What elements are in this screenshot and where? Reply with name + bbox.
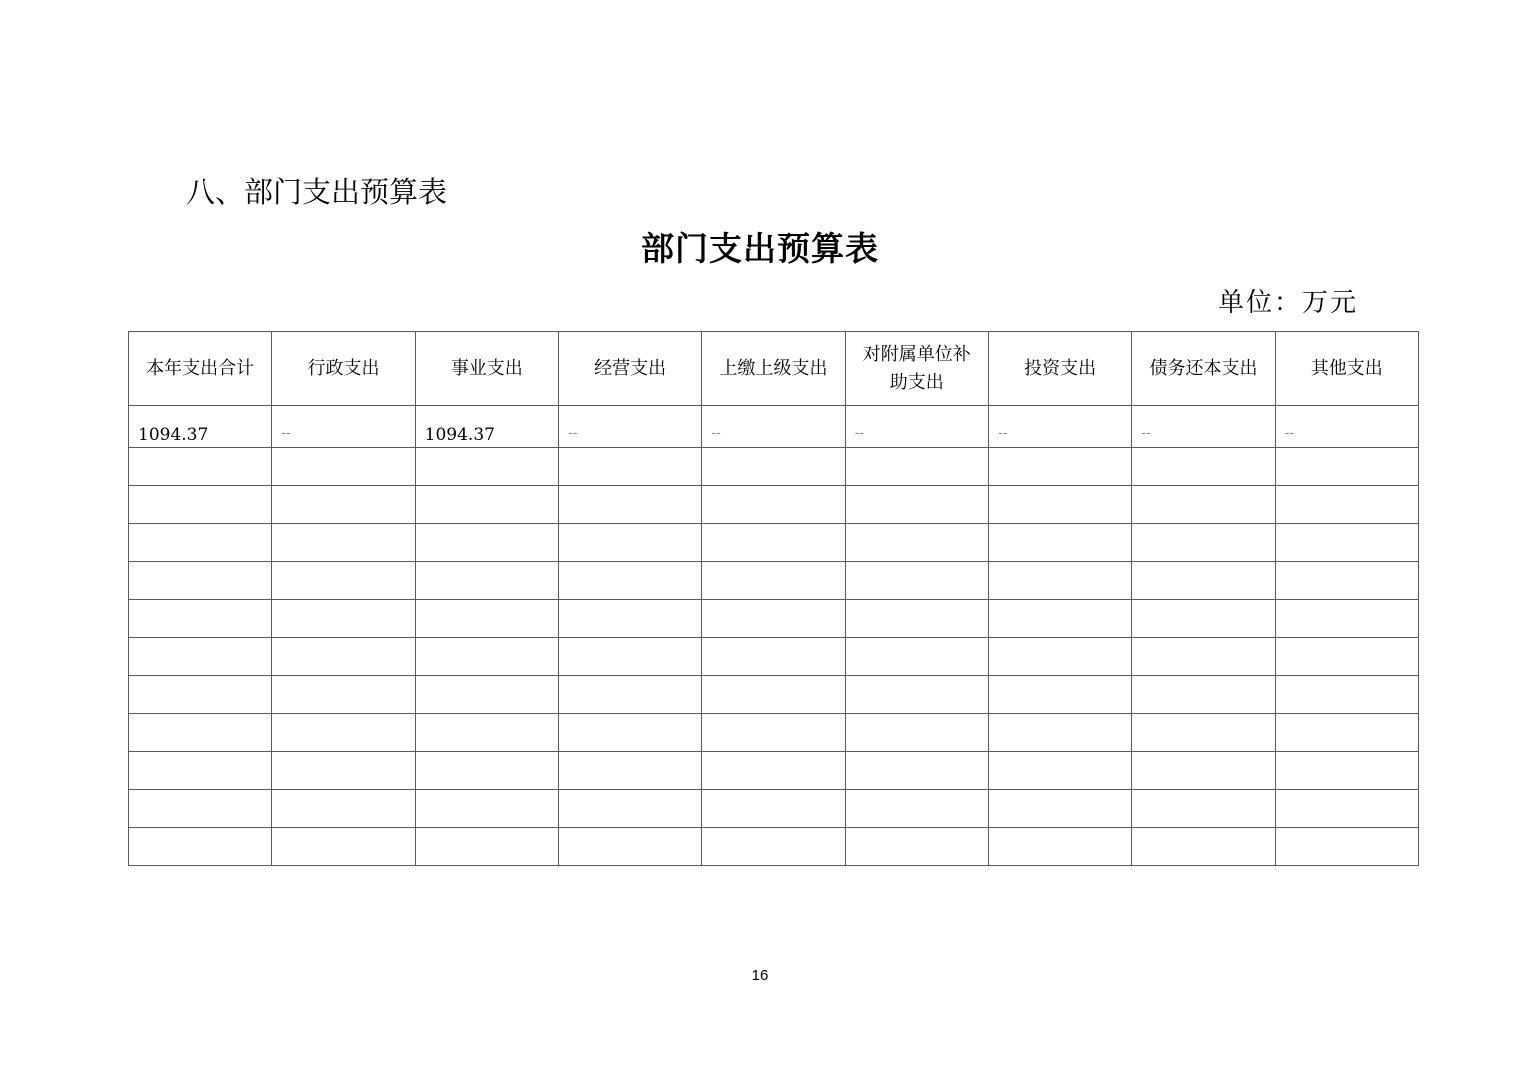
table-cell: [1132, 486, 1275, 524]
table-cell: [558, 524, 701, 562]
table-cell: [1275, 448, 1418, 486]
table-row: [129, 524, 1419, 562]
header-label: 投资支出: [1024, 357, 1097, 379]
table-cell: [129, 638, 272, 676]
table-cell: [415, 638, 558, 676]
table-cell: [272, 752, 415, 790]
table-cell: [415, 714, 558, 752]
header-label: 对附属单位补助支出: [862, 343, 971, 393]
table-row: [129, 448, 1419, 486]
header-cell: [272, 332, 415, 406]
table-cell: [845, 600, 988, 638]
table-cell: [988, 790, 1131, 828]
table-cell: [558, 790, 701, 828]
header-label: 行政支出: [307, 357, 380, 379]
table-cell: [1132, 638, 1275, 676]
table-cell: [272, 714, 415, 752]
table-cell: [702, 524, 845, 562]
table-cell: [272, 486, 415, 524]
table-cell: [415, 486, 558, 524]
table-cell: [702, 562, 845, 600]
page-number: 16: [751, 967, 769, 984]
table-cell: [558, 828, 701, 866]
table-cell: [558, 676, 701, 714]
table-cell: [1132, 790, 1275, 828]
table-cell: [558, 752, 701, 790]
header-label: 其他支出: [1310, 357, 1383, 379]
table-cell: [702, 676, 845, 714]
table-cell: --: [558, 406, 701, 448]
header-cell: [129, 332, 272, 406]
table-cell: [845, 752, 988, 790]
table-row: [129, 562, 1419, 600]
table-cell: [558, 714, 701, 752]
table-cell: [558, 562, 701, 600]
header-label: 债务还本支出: [1149, 357, 1258, 379]
table-cell: [558, 600, 701, 638]
table-cell: [415, 676, 558, 714]
table-row: [129, 714, 1419, 752]
unit-label: 单位：万元: [1217, 288, 1358, 318]
table-row: [129, 676, 1419, 714]
table-header: [129, 332, 1419, 406]
page-title: 部门支出预算表: [641, 229, 879, 268]
table-cell: [845, 676, 988, 714]
table-cell: [129, 828, 272, 866]
header-cell: [415, 332, 558, 406]
header-cell: [1132, 332, 1275, 406]
table-cell: [272, 676, 415, 714]
table-cell: [129, 600, 272, 638]
table-cell: [415, 448, 558, 486]
table-row: [129, 828, 1419, 866]
table-row: [129, 790, 1419, 828]
table-cell: [129, 486, 272, 524]
table-cell: --: [845, 406, 988, 448]
section-heading: 八、部门支出预算表: [186, 175, 448, 209]
table-cell: [702, 638, 845, 676]
header-cell: [988, 332, 1131, 406]
table-cell: [845, 448, 988, 486]
table-cell: [845, 524, 988, 562]
table-cell: [845, 828, 988, 866]
table-cell: [1132, 828, 1275, 866]
table-cell: [272, 828, 415, 866]
table-cell: [988, 486, 1131, 524]
budget-table: [128, 331, 1419, 866]
table-cell: [1275, 562, 1418, 600]
table-cell: [988, 448, 1131, 486]
table-cell: --: [988, 406, 1131, 448]
table-cell: [129, 562, 272, 600]
table-cell: [129, 676, 272, 714]
table-cell: 1094.37: [129, 406, 272, 448]
table-cell: [988, 562, 1131, 600]
table-cell: [558, 448, 701, 486]
table-body: [129, 406, 1419, 866]
table-cell: [129, 524, 272, 562]
table-cell: [988, 714, 1131, 752]
table-cell: [988, 638, 1131, 676]
table-cell: [415, 524, 558, 562]
table-cell: --: [1132, 406, 1275, 448]
table-cell: [702, 448, 845, 486]
table-cell: [415, 562, 558, 600]
header-cell: [1275, 332, 1418, 406]
table-cell: [272, 790, 415, 828]
table-cell: [988, 676, 1131, 714]
table-cell: [1275, 486, 1418, 524]
table-cell: [272, 638, 415, 676]
table-cell: [702, 486, 845, 524]
table-cell: [415, 752, 558, 790]
table-cell: [558, 638, 701, 676]
table-cell: 1094.37: [415, 406, 558, 448]
table-cell: [415, 790, 558, 828]
table-cell: [1132, 524, 1275, 562]
table-cell: --: [272, 406, 415, 448]
table-cell: [845, 486, 988, 524]
table-row: [129, 638, 1419, 676]
table-cell: [988, 524, 1131, 562]
table-cell: [988, 600, 1131, 638]
table-cell: [129, 790, 272, 828]
table-cell: [1275, 714, 1418, 752]
header-label: 上缴上级支出: [719, 357, 828, 379]
table-cell: [1275, 752, 1418, 790]
table-cell: [272, 562, 415, 600]
header-row: [129, 332, 1419, 406]
table-cell: [845, 790, 988, 828]
table-cell: [1275, 638, 1418, 676]
header-cell: [702, 332, 845, 406]
header-label: 本年支出合计: [146, 357, 255, 379]
table-row: [129, 486, 1419, 524]
table-cell: [1275, 790, 1418, 828]
table-row: [129, 406, 1419, 448]
table-cell: [988, 828, 1131, 866]
table-cell: [129, 448, 272, 486]
table-cell: [845, 714, 988, 752]
table-cell: [702, 790, 845, 828]
table-cell: [988, 752, 1131, 790]
table-cell: [1132, 562, 1275, 600]
table-cell: [129, 714, 272, 752]
header-cell: [558, 332, 701, 406]
table-cell: [1275, 600, 1418, 638]
table-cell: [1132, 714, 1275, 752]
table-cell: [558, 486, 701, 524]
table-cell: [1132, 752, 1275, 790]
table-cell: [702, 828, 845, 866]
table-cell: [415, 600, 558, 638]
table-cell: [272, 600, 415, 638]
header-cell: [845, 332, 988, 406]
table-cell: [129, 752, 272, 790]
table-cell: --: [702, 406, 845, 448]
table-cell: [702, 714, 845, 752]
table-cell: [702, 752, 845, 790]
header-label: 事业支出: [450, 357, 523, 379]
table-cell: [415, 828, 558, 866]
table-cell: [1275, 676, 1418, 714]
table-cell: [702, 600, 845, 638]
table-cell: [1275, 524, 1418, 562]
table-cell: [1132, 600, 1275, 638]
table-cell: [845, 638, 988, 676]
table-cell: [1132, 448, 1275, 486]
table-row: [129, 752, 1419, 790]
table-row: [129, 600, 1419, 638]
table-cell: [845, 562, 988, 600]
table-cell: --: [1275, 406, 1418, 448]
table-cell: [272, 448, 415, 486]
header-label: 经营支出: [594, 357, 667, 379]
table-cell: [1132, 676, 1275, 714]
table-cell: [272, 524, 415, 562]
table-cell: [1275, 828, 1418, 866]
